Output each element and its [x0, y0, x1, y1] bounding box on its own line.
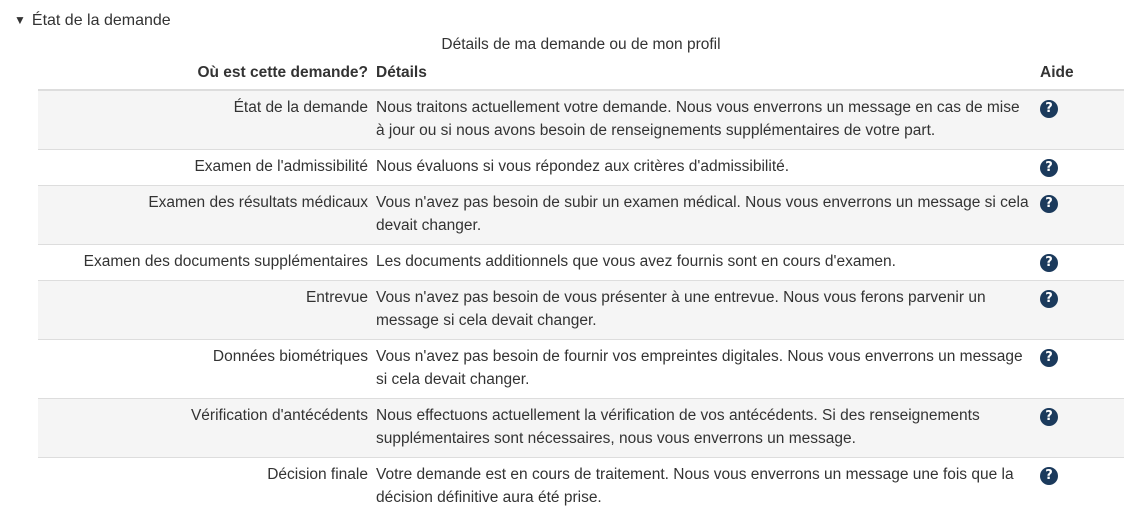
help-icon[interactable]: ?	[1040, 100, 1058, 118]
row-help-cell	[1036, 399, 1124, 458]
help-icon[interactable]: ?	[1040, 408, 1058, 426]
row-details-text: Vous n'avez pas besoin de subir un examen médical. Nous vous enverrons un message si cela devait changer.	[372, 186, 1036, 245]
row-help-cell	[1036, 245, 1124, 281]
row-stage-label: Examen de l'admissibilité	[38, 150, 372, 186]
chevron-down-icon: ▼	[14, 13, 26, 27]
section-title: État de la demande	[32, 12, 171, 30]
row-details-text: Les documents additionnels que vous avez fournis sont en cours d'examen.	[372, 245, 1036, 281]
table-row	[38, 281, 1124, 340]
row-details-text: Nous effectuons actuellement la vérification de vos antécédents. Si des renseignements supplémentaires sont nécessaires, nous vous enverrons un message.	[372, 399, 1036, 458]
row-help-cell	[1036, 458, 1124, 516]
table-row	[38, 399, 1124, 458]
row-stage-label: Examen des résultats médicaux	[38, 186, 372, 245]
table-row	[38, 245, 1124, 281]
row-stage-label: Vérification d'antécédents	[38, 399, 372, 458]
row-details-text: Vous n'avez pas besoin de fournir vos empreintes digitales. Nous vous enverrons un message si cela devait changer.	[372, 340, 1036, 399]
table-row	[38, 458, 1124, 516]
row-stage-label: État de la demande	[38, 90, 372, 150]
help-icon[interactable]: ?	[1040, 254, 1058, 272]
table-header-row	[38, 60, 1124, 90]
row-stage-label: Données biométriques	[38, 340, 372, 399]
table-row	[38, 340, 1124, 399]
row-help-cell	[1036, 150, 1124, 186]
table-row	[38, 186, 1124, 245]
row-details-text: Nous traitons actuellement votre demande. Nous vous enverrons un message en cas de mise à jour ou si nous avons besoin de renseignements supplémentaires de votre part.	[372, 90, 1036, 150]
row-stage-label: Entrevue	[38, 281, 372, 340]
section-toggle[interactable]	[14, 12, 171, 30]
row-help-cell	[1036, 186, 1124, 245]
row-help-cell	[1036, 340, 1124, 399]
row-details-text: Vous n'avez pas besoin de vous présenter à une entrevue. Nous vous ferons parvenir un message si cela devait changer.	[372, 281, 1036, 340]
row-stage-label: Décision finale	[38, 458, 372, 516]
table-body	[38, 90, 1124, 516]
row-stage-label: Examen des documents supplémentaires	[38, 245, 372, 281]
status-table	[38, 60, 1124, 516]
column-header-details: Détails	[372, 60, 1036, 90]
help-icon[interactable]: ?	[1040, 195, 1058, 213]
row-help-cell	[1036, 90, 1124, 150]
column-header-help: Aide	[1036, 60, 1124, 90]
row-details-text: Nous évaluons si vous répondez aux critères d'admissibilité.	[372, 150, 1036, 186]
help-icon[interactable]: ?	[1040, 349, 1058, 367]
help-icon[interactable]: ?	[1040, 290, 1058, 308]
row-details-text: Votre demande est en cours de traitement. Nous vous enverrons un message une fois que la décision définitive aura été prise.	[372, 458, 1036, 516]
table-row	[38, 150, 1124, 186]
help-icon[interactable]: ?	[1040, 159, 1058, 177]
table-row	[38, 90, 1124, 150]
help-icon[interactable]: ?	[1040, 467, 1058, 485]
table-caption: Détails de ma demande ou de mon profil	[38, 36, 1124, 54]
row-help-cell	[1036, 281, 1124, 340]
column-header-where: Où est cette demande?	[38, 60, 372, 90]
